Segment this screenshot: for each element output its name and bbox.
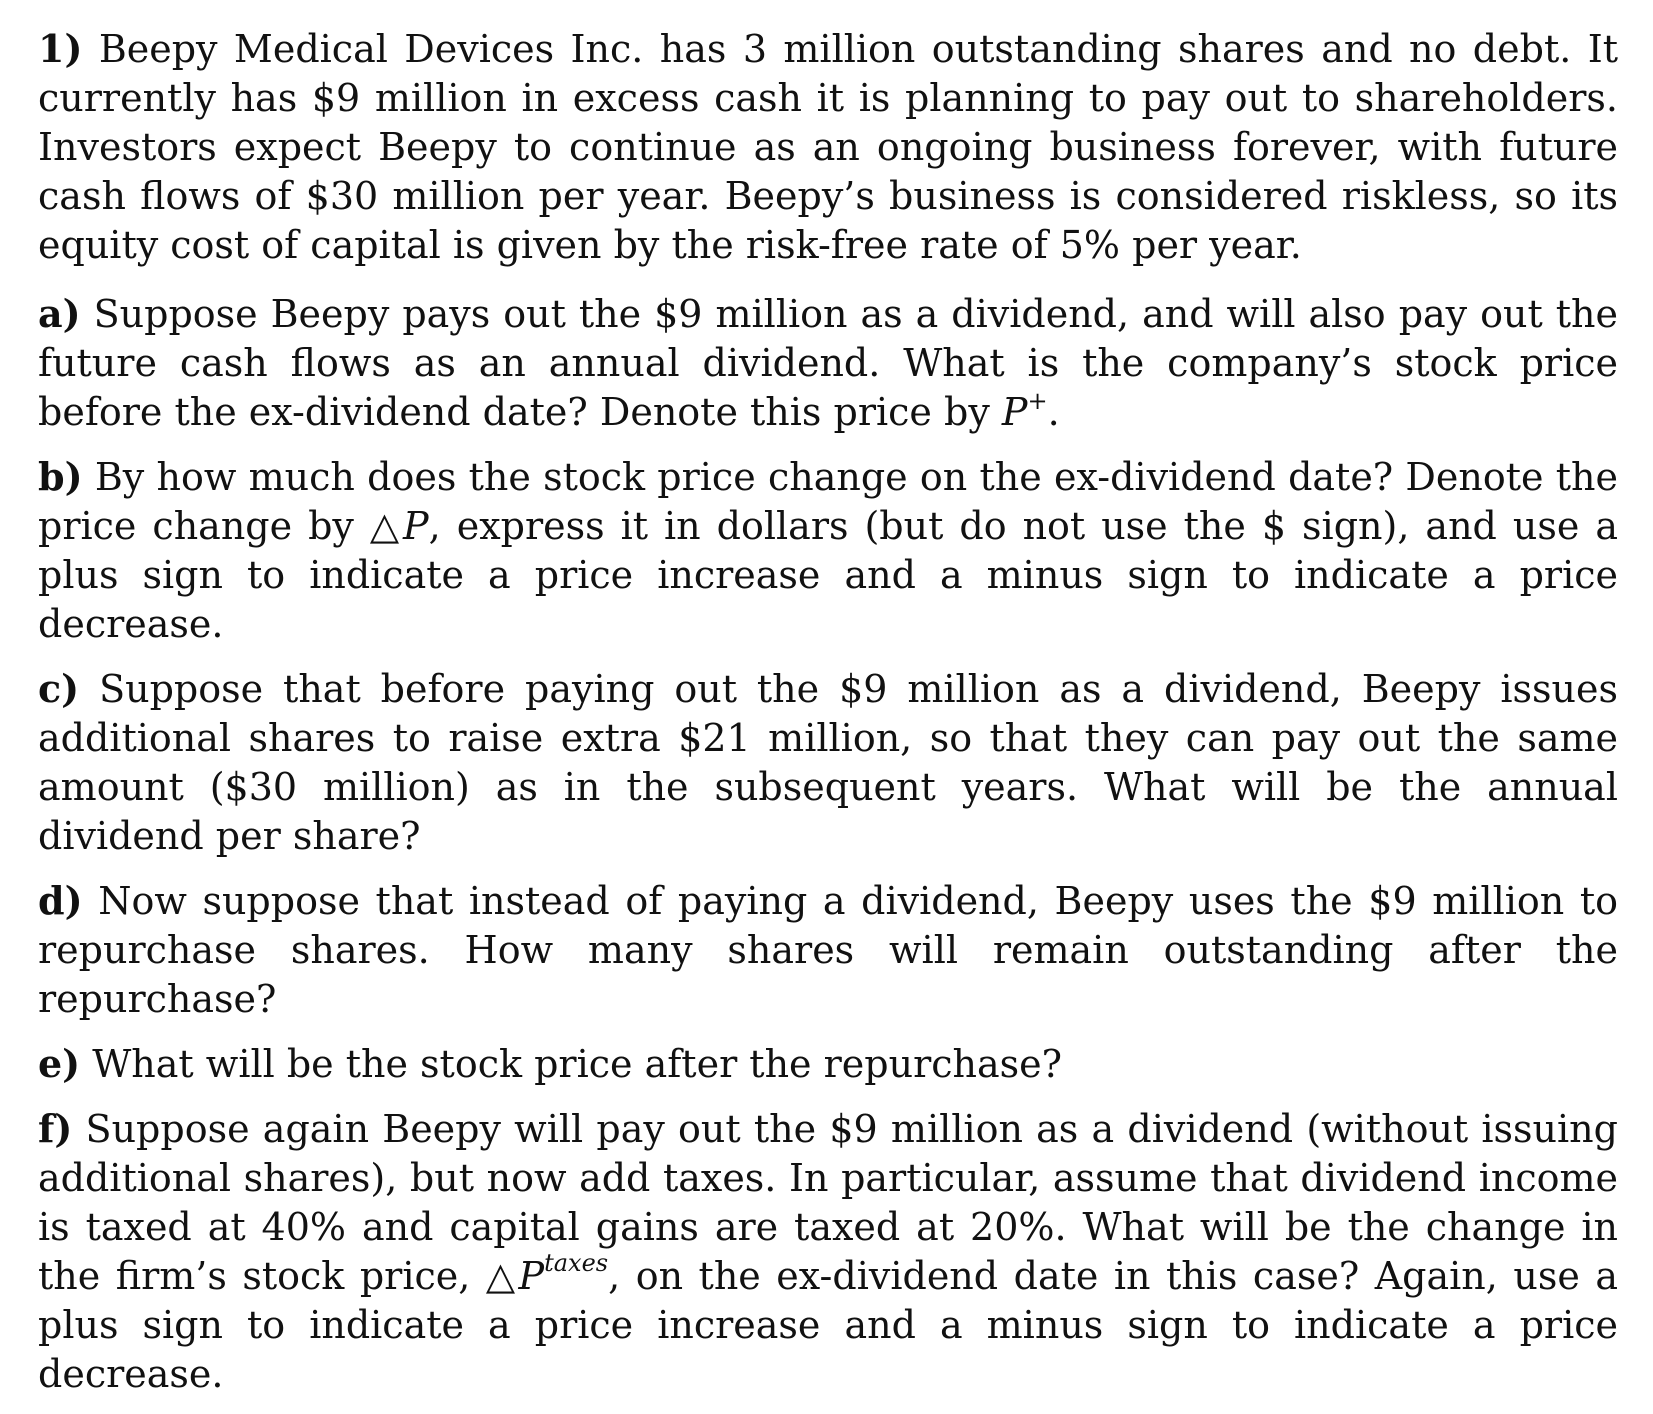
problem-intro-text: Beepy Medical Devices Inc. has 3 million outstanding shares and no debt. It currently has $9 million in excess cash it is planning to pay out to shareholders. Investors expect Beepy to continue as an ongoing business forever, with future cash flows of $30 million per year. Beepy’s business is considered riskless, so its equity cost of capital is given by the risk-free rate of 5% per year. <box>38 27 1618 267</box>
part-b-text-after: , express it in dollars (but do not use the $ sign), and use a plus sign to indicate a price increase and a minus sign to indicate a price decrease. <box>38 504 1618 646</box>
part-f <box>38 1104 1618 1399</box>
part-c-text: Suppose that before paying out the $9 million as a dividend, Beepy issues additional shares to raise extra $21 million, so that they can pay out the same amount ($30 million) as in the subsequent years. What will be the annual dividend per share? <box>38 667 1618 858</box>
part-f-text-after: , on the ex-dividend date in this case? Again, use a plus sign to indicate a price increase and a minus sign to indicate a price decrease. <box>38 1254 1618 1396</box>
part-a-label: a) <box>38 291 81 336</box>
part-b-symbol: P <box>403 504 429 548</box>
part-f-symbol: P <box>518 1254 545 1298</box>
part-b-text-before: By how much does the stock price change on the ex-dividend date? Denote the price change by △ <box>38 455 1618 548</box>
part-f-symbol-sup: taxes <box>544 1249 609 1277</box>
part-e-text: What will be the stock price after the repurchase? <box>92 1042 1063 1086</box>
part-f-text-before: Suppose again Beepy will pay out the $9 million as a dividend (without issuing additional shares), but now add taxes. In particular, assume that dividend income is taxed at 40% and capital gains are taxed at 20%. What will be the change in the firm’s stock price, △ <box>38 1107 1618 1298</box>
part-a <box>38 289 1618 437</box>
problem-document <box>38 24 1618 1414</box>
part-d <box>38 876 1618 1024</box>
part-c-label: c) <box>38 666 80 711</box>
part-d-label: d) <box>38 878 83 923</box>
problem-intro <box>38 24 1618 270</box>
part-a-symbol-sup: + <box>1027 387 1048 415</box>
part-a-text: Suppose Beepy pays out the $9 million as a dividend, and will also pay out the future cash flows as an annual dividend. What is the company’s stock price before the ex-dividend date? Denote this price by <box>38 292 1618 434</box>
part-b-label: b) <box>38 454 83 499</box>
part-e-label: e) <box>38 1041 81 1086</box>
part-a-tail: . <box>1047 390 1060 434</box>
part-d-text: Now suppose that instead of paying a dividend, Beepy uses the $9 million to repurchase shares. How many shares will remain outstanding after the repurchase? <box>38 879 1618 1021</box>
part-a-symbol: P <box>1001 390 1028 434</box>
part-e <box>38 1039 1618 1089</box>
part-c <box>38 664 1618 861</box>
problem-number: 1) <box>38 26 83 71</box>
part-b <box>38 452 1618 649</box>
part-f-label: f) <box>38 1106 73 1151</box>
